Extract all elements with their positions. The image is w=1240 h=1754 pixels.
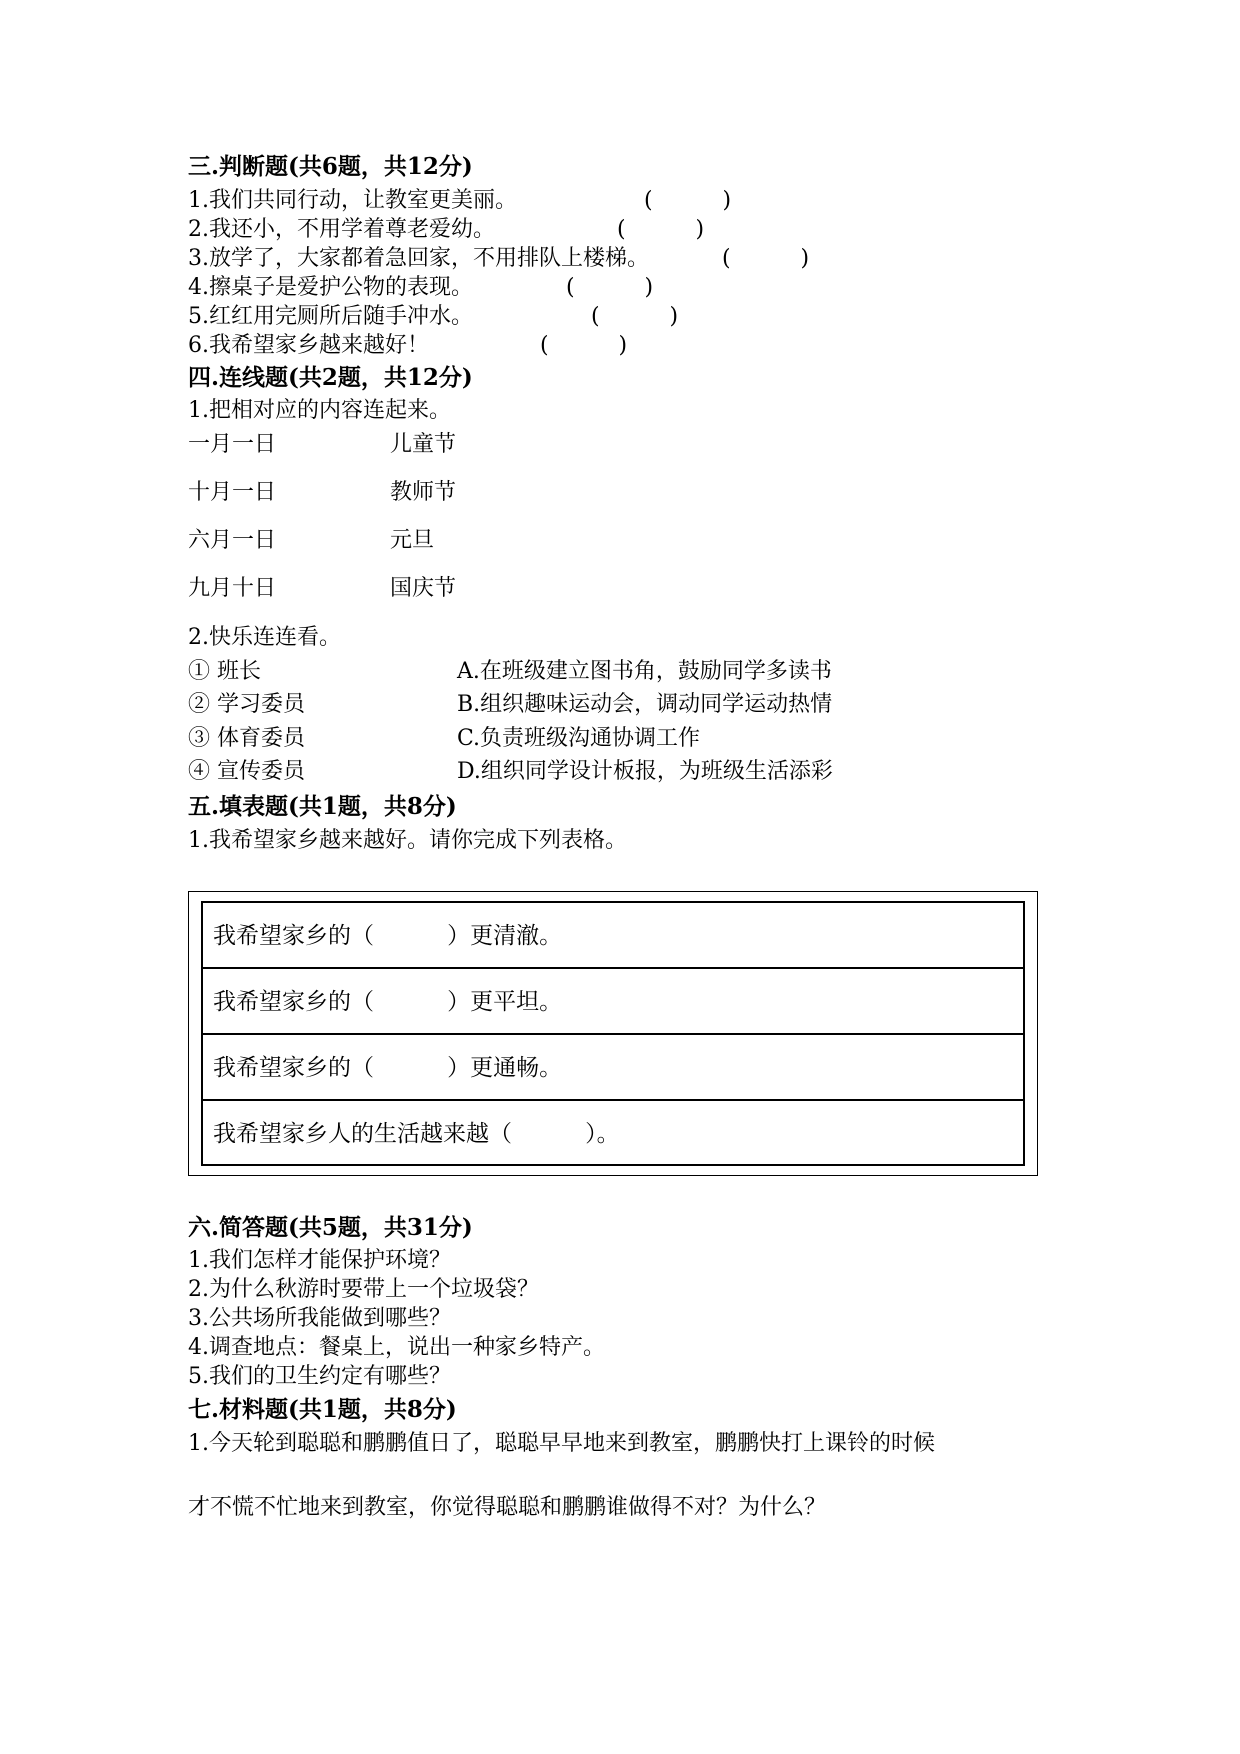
judge-item-text: 2.我还小，不用学着尊老爱幼。 <box>188 217 495 242</box>
judge-answer-paren[interactable]: ( ) <box>617 217 705 242</box>
material-line-2: 才不慌不忙地来到教室，你觉得聪聪和鹏鹏谁做得不对？为什么？ <box>188 1495 827 1520</box>
fill-table-frame <box>188 891 1038 1176</box>
judge-item-text: 6.我希望家乡越来越好！ <box>188 333 429 358</box>
match-left-item[interactable]: ③ 体育委员 <box>188 726 305 751</box>
table-prompt: 1.我希望家乡越来越好。请你完成下列表格。 <box>188 828 627 853</box>
match-left-item[interactable]: ① 班长 <box>188 659 261 684</box>
match-left-item[interactable]: 九月十日 <box>188 576 277 601</box>
table-row[interactable]: 我希望家乡的（ ）更通畅。 <box>203 1035 1023 1101</box>
short-answer-item: 4.调查地点：餐桌上，说出一种家乡特产。 <box>188 1335 605 1360</box>
section7-heading: 七.材料题(共1题，共8分) <box>188 1396 457 1423</box>
match-left-item[interactable]: 一月一日 <box>188 432 277 457</box>
table-row[interactable]: 我希望家乡的（ ）更平坦。 <box>203 969 1023 1035</box>
section6-heading: 六.简答题(共5题，共31分) <box>188 1214 473 1241</box>
judge-answer-paren[interactable]: ( ) <box>591 304 679 329</box>
short-answer-item: 3.公共场所我能做到哪些？ <box>188 1306 451 1331</box>
judge-item-6 <box>188 331 429 361</box>
match-right-item[interactable]: 元旦 <box>390 528 435 553</box>
fill-table <box>201 901 1025 1166</box>
match-right-item[interactable]: 儿童节 <box>390 432 457 457</box>
match-right-item[interactable]: A.在班级建立图书角，鼓励同学多读书 <box>457 659 832 684</box>
short-answer-item: 1.我们怎样才能保护环境？ <box>188 1248 451 1273</box>
judge-item-3 <box>188 244 649 274</box>
judge-item-text: 5.红红用完厕所后随手冲水。 <box>188 304 473 329</box>
match-left-item[interactable]: 六月一日 <box>188 528 277 553</box>
table-row[interactable]: 我希望家乡的（ ）更清澈。 <box>203 903 1023 969</box>
match-right-item[interactable]: 国庆节 <box>390 576 457 601</box>
judge-item-text: 3.放学了，大家都着急回家，不用排队上楼梯。 <box>188 246 649 271</box>
judge-item-4 <box>188 273 473 303</box>
judge-item-2 <box>188 215 495 245</box>
match-right-item[interactable]: B.组织趣味运动会，调动同学运动热情 <box>457 692 833 717</box>
match-right-item[interactable]: 教师节 <box>390 480 457 505</box>
match-q2-prompt: 2.快乐连连看。 <box>188 625 341 650</box>
table-row[interactable]: 我希望家乡人的生活越来越（ ）。 <box>213 1121 620 1147</box>
short-answer-item: 5.我们的卫生约定有哪些？ <box>188 1364 451 1389</box>
judge-item-text: 4.擦桌子是爱护公物的表现。 <box>188 275 473 300</box>
judge-answer-paren[interactable]: ( ) <box>722 246 810 271</box>
match-left-item[interactable]: 十月一日 <box>188 480 277 505</box>
section3-heading: 三.判断题(共6题，共12分) <box>188 153 473 180</box>
judge-item-5 <box>188 302 473 332</box>
match-left-item[interactable]: ④ 宣传委员 <box>188 759 305 784</box>
match-right-item[interactable]: C.负责班级沟通协调工作 <box>457 726 701 751</box>
judge-answer-paren[interactable]: ( ) <box>566 275 654 300</box>
section4-heading: 四.连线题(共2题，共12分) <box>188 364 473 391</box>
match-left-item[interactable]: ② 学习委员 <box>188 692 305 717</box>
section5-heading: 五.填表题(共1题，共8分) <box>188 793 457 820</box>
judge-answer-paren[interactable]: ( ) <box>540 333 628 358</box>
short-answer-item: 2.为什么秋游时要带上一个垃圾袋？ <box>188 1277 539 1302</box>
judge-item-1 <box>188 186 517 216</box>
material-line-1: 1.今天轮到聪聪和鹏鹏值日了，聪聪早早地来到教室，鹏鹏快打上课铃的时候 <box>188 1431 935 1456</box>
match-q1-prompt: 1.把相对应的内容连起来。 <box>188 398 451 423</box>
judge-item-text: 1.我们共同行动，让教室更美丽。 <box>188 188 517 213</box>
match-right-item[interactable]: D.组织同学设计板报，为班级生活添彩 <box>457 759 833 784</box>
judge-answer-paren[interactable]: ( ) <box>644 188 732 213</box>
